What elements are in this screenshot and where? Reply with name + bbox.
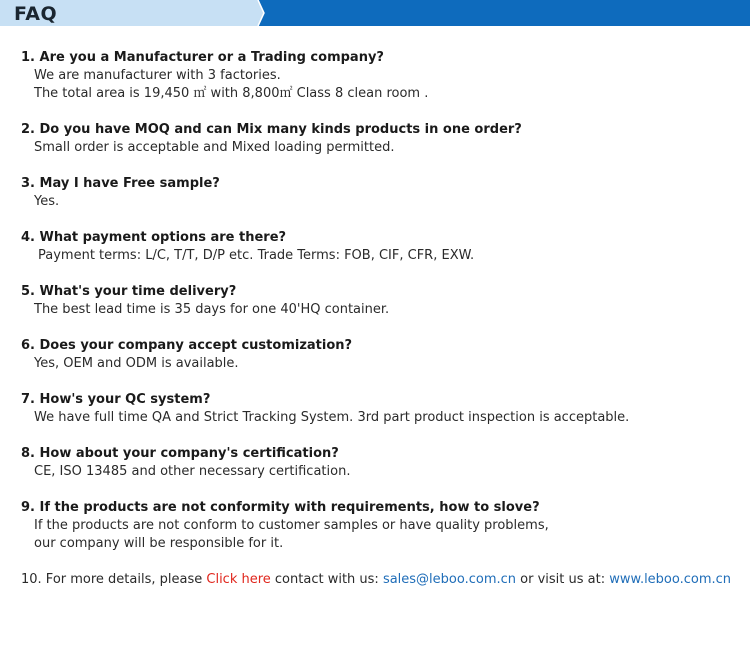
faq-item-2 bbox=[21, 121, 736, 157]
header-banner bbox=[0, 0, 750, 26]
faq-answer: We have full time QA and Strict Tracking System. 3rd part product inspection is acceptable. bbox=[34, 410, 630, 425]
faq-answer: The total area is 19,450 ㎡ with 8,800㎡ Class 8 clean room . bbox=[34, 86, 429, 101]
website-link[interactable]: www.leboo.com.cn bbox=[609, 572, 732, 587]
contact-middle: contact with us: bbox=[270, 572, 383, 587]
faq-answer: Payment terms: L/C, T/T, D/P etc. Trade Terms: FOB, CIF, CFR, EXW. bbox=[38, 248, 475, 263]
contact-line bbox=[21, 571, 736, 589]
faq-question: 2. Do you have MOQ and can Mix many kinds products in one order? bbox=[21, 122, 522, 137]
page-title: FAQ bbox=[14, 3, 58, 25]
contact-or-visit: or visit us at: bbox=[516, 572, 610, 587]
faq-question: 6. Does your company accept customization? bbox=[21, 338, 353, 353]
email-link[interactable]: sales@leboo.com.cn bbox=[382, 572, 517, 587]
faq-answer: our company will be responsible for it. bbox=[34, 536, 284, 551]
faq-question: 5. What's your time delivery? bbox=[21, 284, 237, 299]
click-here-link[interactable]: Click here bbox=[206, 572, 271, 587]
faq-answer: Yes. bbox=[34, 194, 60, 209]
faq-item-8 bbox=[21, 445, 736, 481]
faq-answer: If the products are not conform to customer samples or have quality problems, bbox=[34, 518, 549, 533]
faq-question: 3. May I have Free sample? bbox=[21, 176, 220, 191]
faq-item-6 bbox=[21, 337, 736, 373]
faq-answer: Small order is acceptable and Mixed loading permitted. bbox=[34, 140, 395, 155]
faq-question: 8. How about your company's certification? bbox=[21, 446, 339, 461]
faq-item-5 bbox=[21, 283, 736, 319]
faq-item-1 bbox=[21, 49, 736, 103]
faq-answer: We are manufacturer with 3 factories. bbox=[34, 68, 281, 83]
faq-item-7 bbox=[21, 391, 736, 427]
faq-item-3 bbox=[21, 175, 736, 211]
faq-header bbox=[0, 0, 750, 26]
faq-list bbox=[21, 49, 736, 589]
faq-question: 4. What payment options are there? bbox=[21, 230, 287, 245]
contact-prefix: 10. For more details, please bbox=[21, 572, 207, 587]
faq-item-4 bbox=[21, 229, 736, 265]
faq-answer: The best lead time is 35 days for one 40'HQ container. bbox=[34, 302, 390, 317]
faq-question: 9. If the products are not conformity with requirements, how to slove? bbox=[21, 500, 540, 515]
faq-question: 1. Are you a Manufacturer or a Trading company? bbox=[21, 50, 384, 65]
faq-answer: Yes, OEM and ODM is available. bbox=[34, 356, 239, 371]
faq-item-9 bbox=[21, 499, 736, 553]
faq-answer: CE, ISO 13485 and other necessary certification. bbox=[34, 464, 351, 479]
faq-question: 7. How's your QC system? bbox=[21, 392, 211, 407]
